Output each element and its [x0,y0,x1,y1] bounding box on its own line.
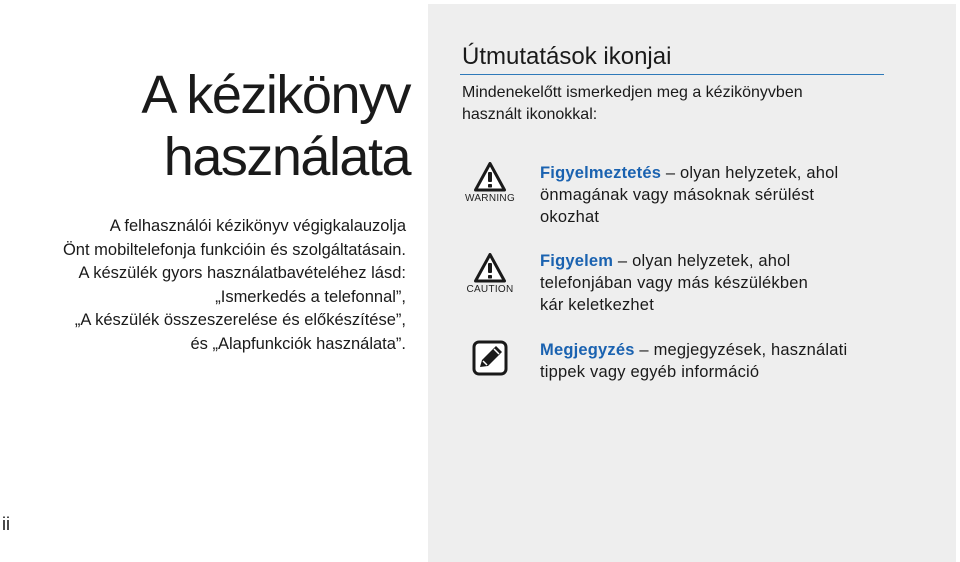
entry-first-line [540,339,890,361]
page-title-line-1: A kézikönyv [141,65,410,125]
entry-text: – olyan helyzetek, ahol [661,164,839,182]
caution-triangle-icon [474,253,506,283]
page-title [141,64,410,188]
title-divider [460,74,884,75]
warning-triangle-icon [474,162,506,192]
intro-line: A készülék gyors használatbavételéhez lásd: [78,264,406,282]
note-entry [540,339,890,383]
entry-term: Megjegyzés [540,341,635,359]
entry-line: önmagának vagy másoknak sérülést [540,186,815,204]
section-title: Útmutatások ikonjai [462,43,672,70]
right-panel [428,4,956,562]
section-intro-line: Mindenekelőtt ismerkedjen meg a kézikönyvben [462,84,803,101]
page-title-line-2: használata [163,127,410,187]
entry-first-line [540,250,890,272]
note-icon [462,340,518,392]
entry-line: kár keletkezhet [540,296,654,314]
intro-paragraph [6,215,406,356]
caution-entry [540,250,890,316]
intro-line: „A készülék összeszerelése és előkészítése”, [74,311,406,329]
entry-first-line [540,162,890,184]
left-page [0,0,428,562]
entry-term: Figyelmeztetés [540,164,662,182]
entry-line: tippek vagy egyéb információ [540,363,760,381]
entry-line: okozhat [540,208,600,226]
caution-icon [462,253,518,305]
entry-text: – megjegyzések, használati [634,341,848,359]
entry-text: – olyan helyzetek, ahol [613,252,791,270]
intro-line: „Ismerkedés a telefonnal”, [215,287,406,306]
entry-term: Figyelem [540,252,614,270]
warning-caption: WARNING [464,193,516,204]
intro-line: Önt mobiltelefonja funkcióin és szolgáltatásain. [62,240,406,259]
warning-entry [540,162,890,228]
caution-caption: CAUTION [466,284,514,295]
intro-line: A felhasználói kézikönyv végigkalauzolja [109,217,406,235]
section-intro [462,82,902,126]
page-number: ii [2,514,10,534]
intro-line: és „Alapfunkciók használata”. [190,334,406,353]
note-pencil-icon [472,340,508,376]
entry-line: telefonjában vagy más készülékben [540,274,809,292]
section-intro-line: használt ikonokkal: [462,106,598,123]
warning-icon [462,162,518,214]
